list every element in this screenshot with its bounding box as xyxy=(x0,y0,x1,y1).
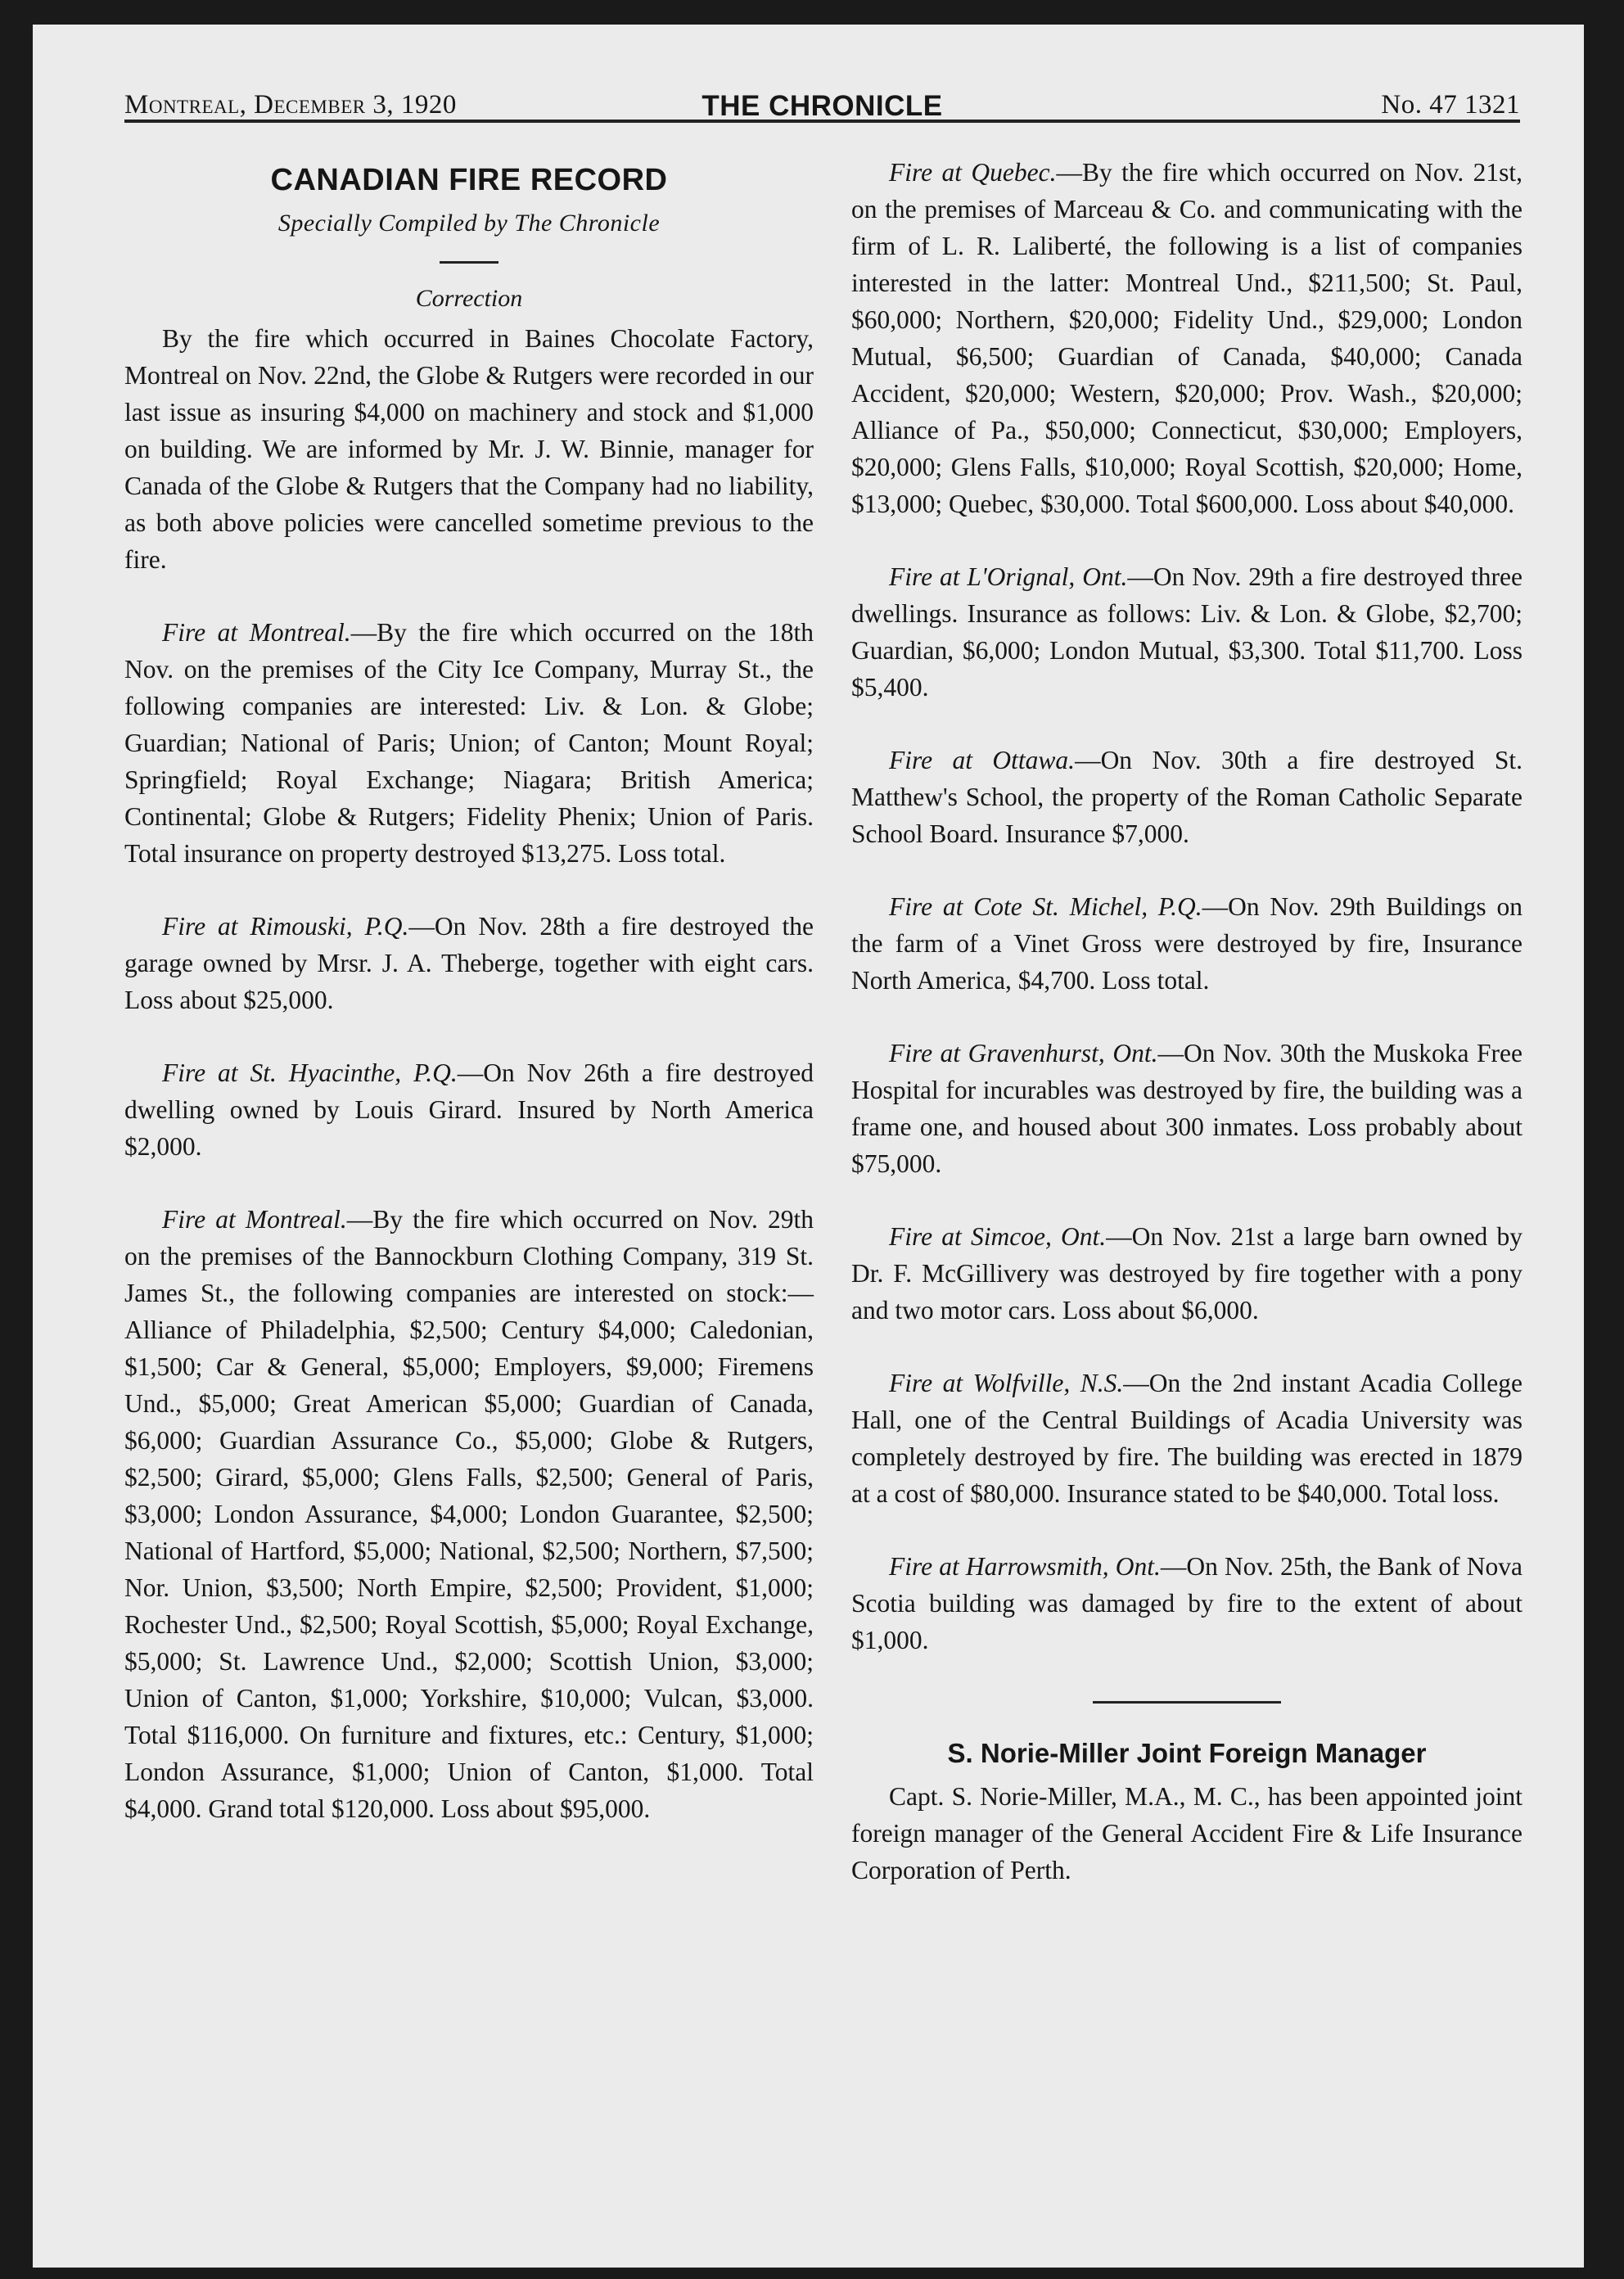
header-dateline: Montreal, December 3, 1920 xyxy=(124,90,457,120)
paragraph-text: —On Nov. 29th Buildings on the farm of a Vinet Gross were destroyed by fire, Insurance North America, $4,700. Loss total. xyxy=(851,892,1522,995)
article-paragraph xyxy=(851,154,1522,522)
paragraph-heading: Fire at L'Orignal, Ont. xyxy=(889,562,1128,591)
article-paragraph xyxy=(124,908,814,1018)
paragraph-heading: Fire at Ottawa. xyxy=(889,746,1076,774)
paragraph-heading: Fire at Simcoe, Ont. xyxy=(889,1222,1107,1251)
paragraph-text: By the fire which occurred in Baines Chocolate Factory, Montreal on Nov. 22nd, the Globe & Rutgers were recorded in our last issue as insuring $4,000 on machinery and stock and $1,000 on building. We are informed by Mr. J. W. Binnie, manager for Canada of the Globe & Rutgers that the Company had no liability, as both above policies were cancelled sometime previous to the fire. xyxy=(124,324,814,574)
paragraph-heading: Fire at St. Hyacinthe, P.Q. xyxy=(162,1058,458,1087)
paragraph-text: —On Nov. 25th, the Bank of Nova Scotia building was damaged by fire to the extent of about $1,000. xyxy=(851,1552,1522,1654)
paragraph-text: —On Nov. 21st a large barn owned by Dr. F. McGillivery was destroyed by fire together with a pony and two motor cars. Loss about $6,000. xyxy=(851,1222,1523,1325)
paragraph-text: —By the fire which occurred on Nov. 21st, on the premises of Marceau & Co. and communicating with the firm of L. R. Laliberté, the following is a list of companies interested in the latter: Montreal Und., $211,500; St. Paul, $60,000; Northern, $20,000; Fidelity Und., $29,000; London Mutual, $6,500; Guardian of Canada, $40,000; Canada Accident, $20,000; Western, $20,000; Prov. Wash., $20,000; Alliance of Pa., $50,000; Connecticut, $30,000; Employers, $20,000; Glens Falls, $10,000; Royal Scottish, $20,000; Home, $13,000; Quebec, $30,000. Total $600,000. Loss about $40,000. xyxy=(851,158,1522,518)
article-paragraph xyxy=(851,742,1522,852)
article-paragraph xyxy=(124,614,814,872)
paragraph-text: —By the fire which occurred on the 18th Nov. on the premises of the City Ice Company, Murray St., the following companies are interested: Liv. & Lon. & Globe; Guardian; National of Paris; Union; of Canton; Mount Royal; Springfield; Royal Exchange; Niagara; British America; Continental; Globe & Rutgers; Fidelity Phenix; Union of Paris. Total insurance on property destroyed $13,275. Loss total. xyxy=(124,618,814,868)
title-divider xyxy=(440,261,498,264)
header-issue-page-number: No. 47 1321 xyxy=(1381,90,1520,120)
article-paragraph xyxy=(124,320,814,578)
left-column xyxy=(124,154,814,1827)
section-divider xyxy=(1093,1701,1281,1704)
correction-heading: Correction xyxy=(415,285,523,312)
article-paragraph xyxy=(851,888,1522,999)
paragraph-text: —On Nov. 30th a fire destroyed St. Matthew's School, the property of the Roman Catholic Separate School Board. Insurance $7,000. xyxy=(851,746,1522,848)
paragraph-text: —On Nov 26th a fire destroyed dwelling owned by Louis Girard. Insured by North America $2,000. xyxy=(124,1058,814,1161)
paragraph-heading: Fire at Gravenhurst, Ont. xyxy=(889,1039,1158,1067)
article-subtitle: Specially Compiled by The Chronicle xyxy=(277,210,661,237)
article-paragraph xyxy=(124,1201,814,1827)
article-paragraph xyxy=(851,1548,1522,1658)
paragraph-heading: Fire at Harrowsmith, Ont. xyxy=(889,1552,1161,1581)
paragraph-heading: Fire at Montreal. xyxy=(162,1205,347,1234)
header-divider xyxy=(124,120,1520,123)
paragraph-heading: Fire at Wolfville, N.S. xyxy=(889,1369,1124,1397)
appointment-paragraph: Capt. S. Norie-Miller, M.A., M. C., has been appointed joint foreign manager of the General Accident Fire & Life Insurance Corporation of Perth. xyxy=(851,1782,1522,1884)
appointment-headline: S. Norie-Miller Joint Foreign Manager xyxy=(947,1738,1427,1768)
paragraph-text: —By the fire which occurred on Nov. 29th on the premises of the Bannockburn Clothing Company, 319 St. James St., the following companies are interested on stock:— Alliance of Philadelphia, $2,500; Century $4,000; Caledonian, $1,500; Car & General, $5,000; Employers, $9,000; Firemens Und., $5,000; Great American $5,000; Guardian of Canada, $6,000; Guardian Assurance Co., $5,000; Globe & Rutgers, $2,500; Girard, $5,000; Glens Falls, $2,500; General of Paris, $3,000; London Assurance, $4,000; London Guarantee, $2,500; National of Hartford, $5,000; National, $2,500; Northern, $7,500; Nor. Union, $3,500; North Empire, $2,500; Provident, $1,000; Rochester Und., $2,500; Royal Scottish, $5,000; Royal Exchange, $5,000; St. Lawrence Und., $2,000; Scottish Union, $3,000; Union of Canton, $1,000; Yorkshire, $10,000; Vulcan, $3,000. Total $116,000. On furniture and fixtures, etc.: Century, $1,000; London Assurance, $1,000; Union of Canton, $1,000. Total $4,000. Grand total $120,000. Loss about $95,000. xyxy=(124,1205,814,1823)
paragraph-heading: Fire at Cote St. Michel, P.Q. xyxy=(889,892,1202,921)
paragraph-text: —On Nov. 28th a fire destroyed the garage owned by Mrsr. J. A. Theberge, together with eight cars. Loss about $25,000. xyxy=(124,912,814,1014)
article-paragraph xyxy=(851,1365,1522,1512)
article-paragraph xyxy=(851,1218,1522,1329)
paragraph-text: —On the 2nd instant Acadia College Hall, one of the Central Buildings of Acadia University was completely destroyed by fire. The building was erected in 1879 at a cost of $80,000. Insurance stated to be $40,000. Total loss. xyxy=(851,1369,1522,1508)
paragraph-heading: Fire at Montreal. xyxy=(162,618,351,647)
article-paragraph xyxy=(851,558,1522,706)
paragraph-text: —On Nov. 29th a fire destroyed three dwellings. Insurance as follows: Liv. & Lon. & Globe, $2,700; Guardian, $6,000; London Mutual, $3,300. Total $11,700. Loss $5,400. xyxy=(851,562,1522,702)
right-column xyxy=(851,154,1522,1889)
article-paragraph xyxy=(124,1054,814,1165)
article-title: CANADIAN FIRE RECORD xyxy=(270,163,668,197)
paragraph-heading: Fire at Quebec. xyxy=(889,158,1057,187)
article-paragraph xyxy=(851,1035,1522,1182)
header-publication-title: THE CHRONICLE xyxy=(701,90,943,122)
paragraph-heading: Fire at Rimouski, P.Q. xyxy=(162,912,409,941)
paragraph-text: —On Nov. 30th the Muskoka Free Hospital for incurables was destroyed by fire, the building was a frame one, and housed about 300 inmates. Loss probably about $75,000. xyxy=(851,1039,1523,1178)
newspaper-page xyxy=(33,25,1584,2268)
page-header xyxy=(124,75,1520,133)
